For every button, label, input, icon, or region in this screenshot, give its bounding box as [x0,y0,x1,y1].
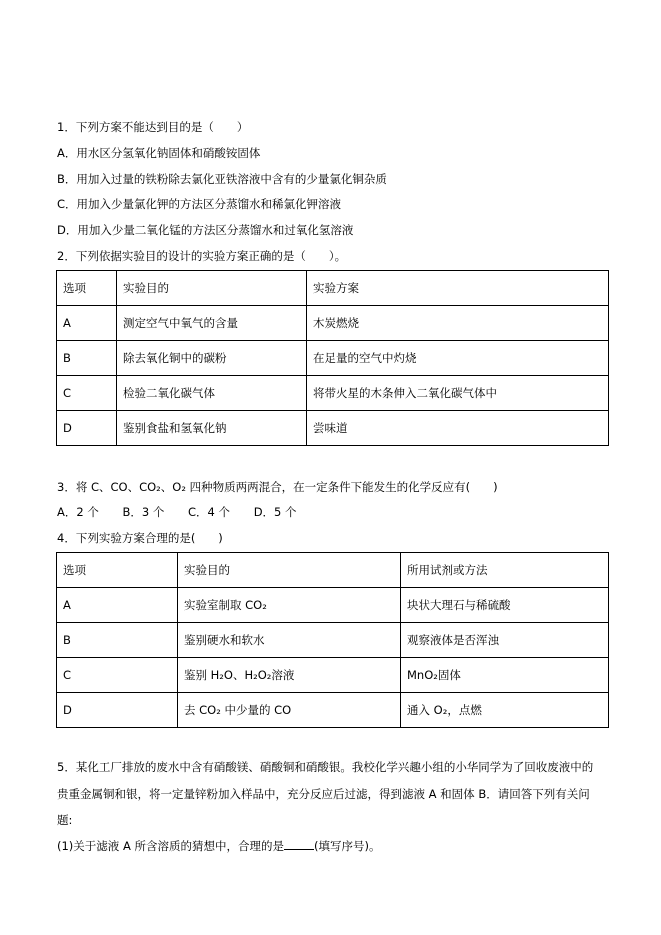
q1-option-a: A．用水区分氢氧化钠固体和硝酸铵固体 [57,146,261,160]
q3-option-b: B．3 个 [122,505,165,519]
q1-option-c: C．用加入少量氯化钾的方法区分蒸馏水和稀氯化钾溶液 [57,197,342,211]
table-cell: 通入 O₂，点燃 [401,693,609,728]
table-cell: D [57,693,178,728]
q1-stem: 1．下列方案不能达到目的是（ ） [57,120,249,134]
table-cell: 鉴别 H₂O、H₂O₂溶液 [178,658,401,693]
table-cell: 实验室制取 CO₂ [178,588,401,623]
q5-line-2: 贵重金属铜和银，将一定量锌粉加入样品中，充分反应后过滤，得到滤液 A 和固体 B．请回答下列有关问 [57,787,590,801]
q5-sub1-text: (1)关于滤液 A 所含溶质的猜想中，合理的是 [57,839,284,853]
table-row [57,411,609,446]
q2-table [56,270,609,446]
q5-sub1 [57,837,380,854]
q3-options [57,504,297,520]
table-cell: 尝味道 [307,411,609,446]
table-cell: 在足量的空气中灼烧 [307,341,609,376]
table-row [57,341,609,376]
q2-stem: 2．下列依据实验目的设计的实验方案正确的是（ ）。 [57,249,347,263]
header-cell: 选项 [57,271,117,306]
table-header-row [57,271,609,306]
table-row [57,306,609,341]
header-cell: 实验方案 [307,271,609,306]
q3-stem: 3．将 C、CO、CO₂、O₂ 四种物质两两混合，在一定条件下能发生的化学反应有( ) [57,480,498,494]
table-cell: B [57,341,117,376]
header-cell: 实验目的 [117,271,307,306]
q4-stem: 4．下列实验方案合理的是( ) [57,531,223,545]
table-cell: 去 CO₂ 中少量的 CO [178,693,401,728]
table-cell: A [57,588,178,623]
header-cell: 所用试剂或方法 [401,553,609,588]
q3-option-d: D．5 个 [253,505,297,519]
table-row [57,658,609,693]
table-row [57,693,609,728]
table-row [57,376,609,411]
table-cell: D [57,411,117,446]
q5-line-3: 题: [57,813,73,827]
q4-table [56,552,609,728]
table-cell: C [57,658,178,693]
table-cell: 将带火星的木条伸入二氧化碳气体中 [307,376,609,411]
q5-line-1: 5．某化工厂排放的废水中含有硝酸镁、硝酸铜和硝酸银。我校化学兴趣小组的小华同学为了回收废液中的 [57,760,594,774]
q1-option-b: B．用加入过量的铁粉除去氯化亚铁溶液中含有的少量氯化铜杂质 [57,172,387,186]
table-cell: 测定空气中氧气的含量 [117,306,307,341]
table-cell: A [57,306,117,341]
q3-option-a: A．2 个 [57,505,99,519]
table-cell: B [57,623,178,658]
answer-blank [284,837,314,850]
table-cell: 鉴别硬水和软水 [178,623,401,658]
table-cell: 块状大理石与稀硫酸 [401,588,609,623]
table-header-row [57,553,609,588]
table-cell: MnO₂固体 [401,658,609,693]
header-cell: 选项 [57,553,178,588]
table-cell: 鉴别食盐和氢氧化钠 [117,411,307,446]
table-cell: 检验二氧化碳气体 [117,376,307,411]
table-row [57,588,609,623]
q5-sub1-suffix: (填写序号)。 [313,839,381,853]
q1-option-d: D．用加入少量二氧化锰的方法区分蒸馏水和过氧化氢溶液 [57,223,354,237]
table-cell: C [57,376,117,411]
table-cell: 除去氧化铜中的碳粉 [117,341,307,376]
table-row [57,623,609,658]
q3-option-c: C．4 个 [188,505,231,519]
table-cell: 观察液体是否浑浊 [401,623,609,658]
header-cell: 实验目的 [178,553,401,588]
table-cell: 木炭燃烧 [307,306,609,341]
